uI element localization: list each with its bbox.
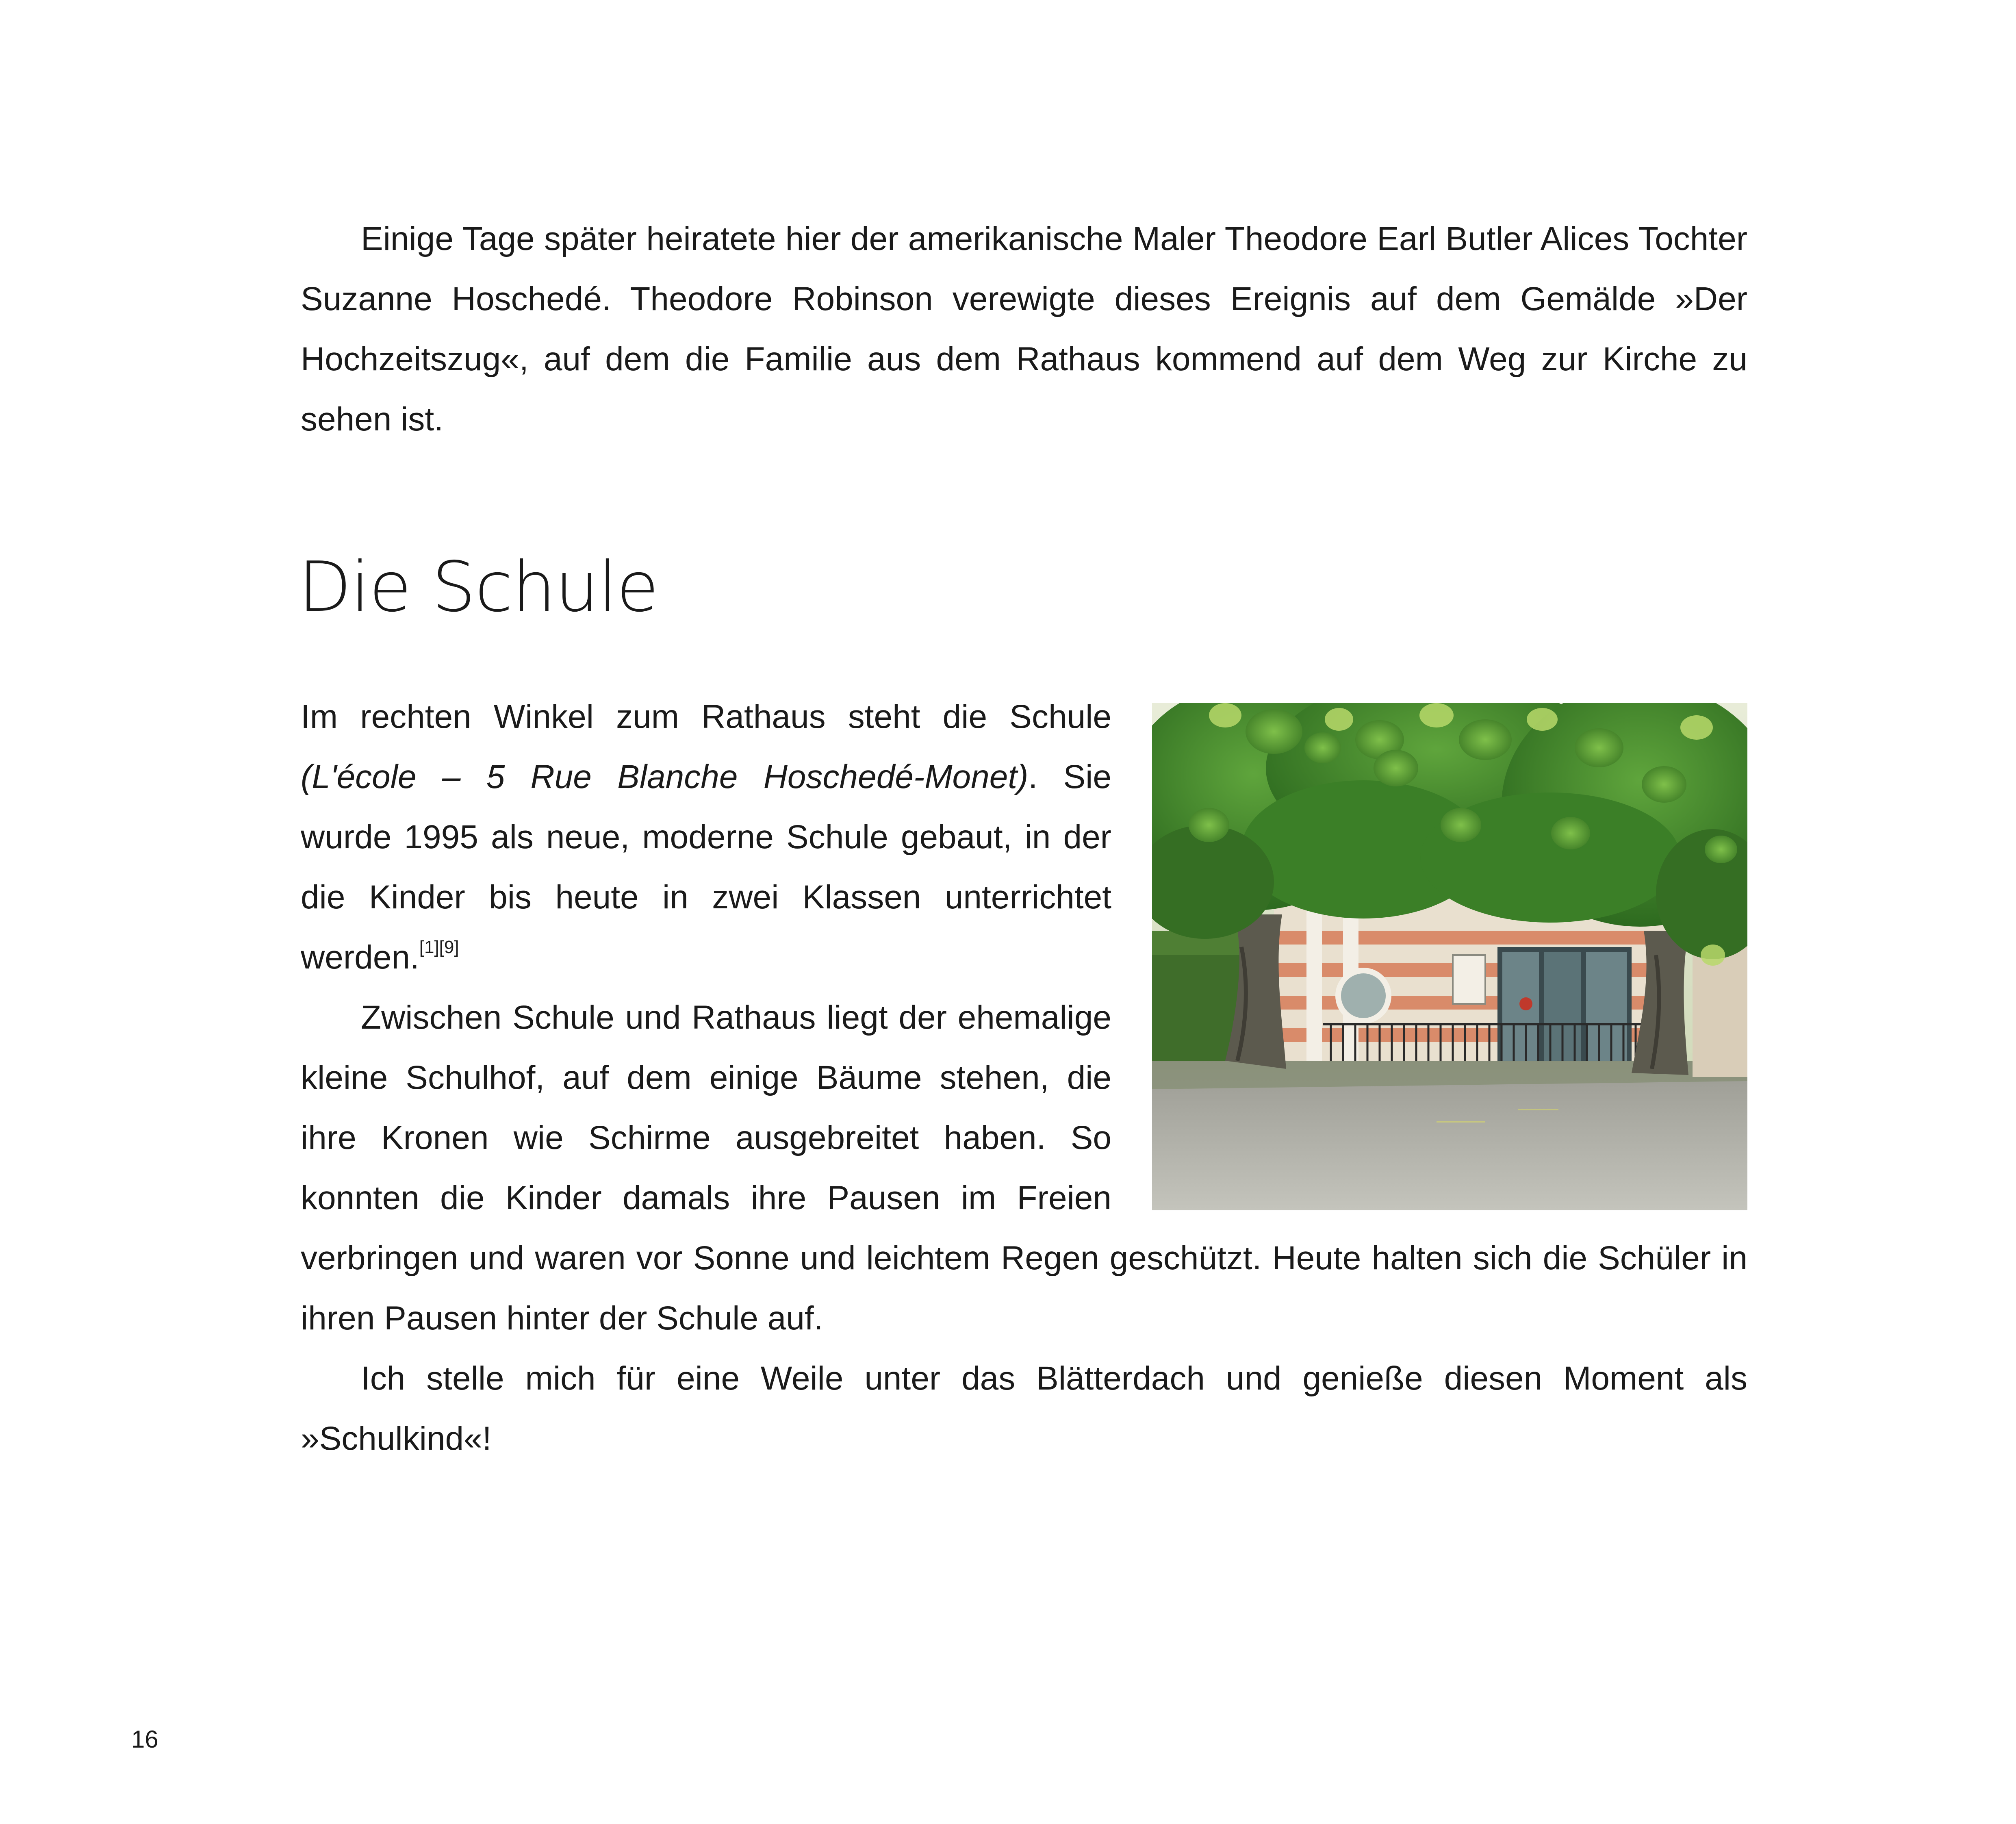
intro-text	[301, 209, 1747, 449]
intro-paragraph: Einige Tage später heiratete hier der amerikanische Maler Theodore Earl Butler Alices Tochter Suzanne Hoschedé. Theodore Robinson verewigte dieses Ereignis auf dem Gemälde »Der Hochzeitszug«, auf dem die Familie aus dem Rathaus kommend auf dem Weg zur Kirche zu sehen ist.	[301, 220, 1747, 438]
page-number: 16	[131, 1726, 158, 1753]
school-photo	[1152, 703, 1747, 1210]
school-intro-rest: . Sie wurde 1995 als neue, moderne Schule gebaut, in der die Kinder bis heute in zwei Klassen unterrichtet werden.	[301, 758, 1111, 976]
section-body	[301, 687, 1747, 1469]
school-photo-image	[1152, 703, 1747, 1210]
school-intro-text: Im rechten Winkel zum Rathaus steht die Schule	[301, 698, 1111, 735]
citation-reference: [1][9]	[419, 937, 459, 957]
section-heading: Die Schule	[298, 547, 658, 628]
paragraph-closing: Ich stelle mich für eine Weile unter das Blätterdach und genieße diesen Moment als »Schulkind«!	[301, 1360, 1747, 1457]
school-address: (L'école – 5 Rue Blanche Hoschedé-Monet)	[301, 758, 1029, 795]
paragraph-schoolyard: Zwischen Schule und Rathaus liegt der ehemalige kleine Schulhof, auf dem einige Bäume stehen, die ihre Kronen wie Schirme ausgebreitet haben. So konnten die Kinder damals ihre Pausen im Freien verbringen und waren vor Sonne und leichtem Regen geschützt. Heute halten sich die Schüler in ihren Pausen hinter der Schule auf.	[301, 999, 1747, 1337]
